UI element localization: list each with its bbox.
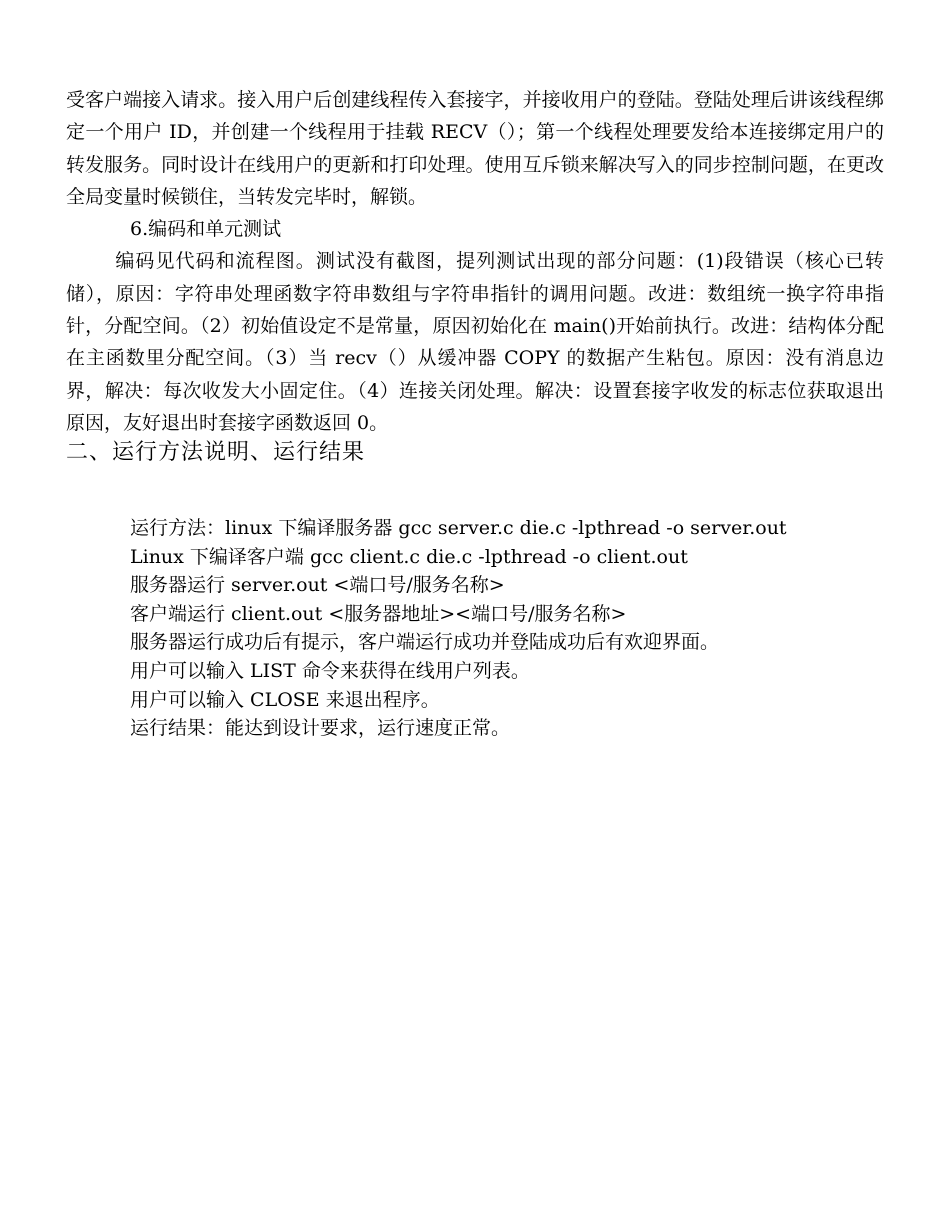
run-line-list-command: 用户可以输入 LIST 命令来获得在线用户列表。 bbox=[130, 659, 530, 682]
run-line-run-client: 客户端运行 client.out <服务器地址><端口号/服务名称> bbox=[130, 602, 627, 625]
run-line-compile-client: Linux 下编译客户端 gcc client.c die.c -lpthread -o client.out bbox=[130, 545, 688, 568]
run-line-compile-server: 运行方法：linux 下编译服务器 gcc server.c die.c -lpthread -o server.out bbox=[130, 517, 787, 539]
run-line-welcome: 服务器运行成功后有提示，客户端运行成功并登陆成功后有欢迎界面。 bbox=[130, 631, 720, 654]
section-title-run-method: 二、运行方法说明、运行结果 bbox=[66, 440, 366, 465]
testing-paragraph: 编码见代码和流程图。测试没有截图，提列测试出现的部分问题：(1)段错误（核心已转储），原因：字符串处理函数字符串数组与字符串指针的调用问题。改进：数组统一换字符串指针，分配空间。（2）初始值设定不是常量，原因初始化在 main()开始前执行。改进：结构体分配在主函数里分配空间。（3）当 recv（）从缓冲器 COPY 的数据产生粘包。原因：没有消息边界，解决：每次收发大小固定住。（4）连接关闭处理。解决：设置套接字收发的标志位获取退出原因，友好退出时套接字函数返回 0。 bbox=[66, 250, 884, 434]
intro-paragraph: 受客户端接入请求。接入用户后创建线程传入套接字，并接收用户的登陆。登陆处理后讲该线程绑定一个用户 ID，并创建一个线程用于挂载 RECV（）；第一个线程处理要发给本连接绑定用户的转发服务。同时设计在线用户的更新和打印处理。使用互斥锁来解决写入的同步控制问题，在更改全局变量时候锁住，当转发完毕时，解锁。 bbox=[66, 89, 884, 208]
document-page bbox=[66, 84, 884, 740]
run-line-close-command: 用户可以输入 CLOSE 来退出程序。 bbox=[130, 688, 440, 711]
run-instructions bbox=[130, 514, 890, 743]
run-line-run-server: 服务器运行 server.out <端口号/服务名称> bbox=[130, 574, 505, 597]
subheading-coding-unit-test: 6.编码和单元测试 bbox=[130, 218, 282, 241]
run-line-result: 运行结果：能达到设计要求，运行速度正常。 bbox=[130, 717, 511, 740]
